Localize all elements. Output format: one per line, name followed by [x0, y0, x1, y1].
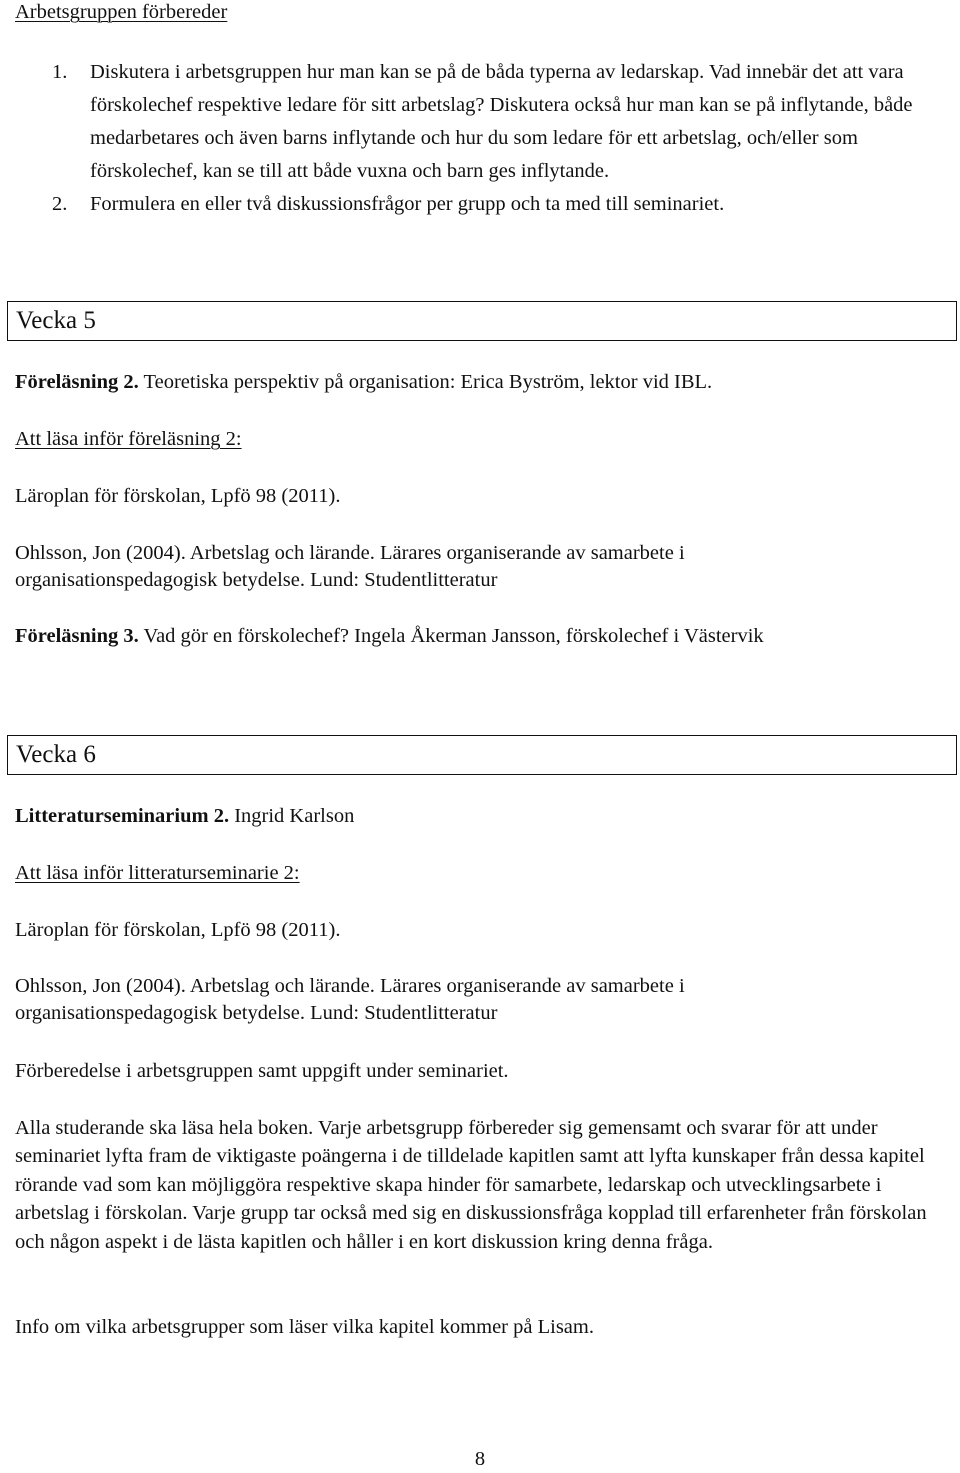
instructions-paragraph: Alla studerande ska läsa hela boken. Varje arbetsgrupp förbereder sig gemensamt och svarar för att under seminariet lyfta fram de viktigaste poängerna i de tilldelade kapitlen samt att lyfta kunskaper från dessa kapitel rörande vad som kan möjliggöra respektive skapa hinder för samarbete, ledarskap och utvecklingsarbete i arbetslag i förskolan. Varje grupp tar också med sig en diskussionsfråga kopplad till erfarenheter från förskolan och någon aspekt i de lästa kapitlen och håller i en kort diskussion kring denna fråga.	[15, 1117, 927, 1253]
list-item-number: 2.	[52, 193, 68, 215]
list-item	[52, 56, 940, 188]
seminar-line	[15, 802, 354, 830]
seminar-text: Ingrid Karlson	[229, 805, 355, 827]
lecture-2-text: Teoretiska perspektiv på organisation: Erica Byström, lektor vid IBL.	[138, 371, 713, 393]
list-item-text: Formulera en eller två diskussionsfrågor per grupp och ta med till seminariet.	[90, 193, 725, 215]
lecture-2-line	[15, 368, 712, 396]
reading-ohlsson-line2-week6: organisationspedagogisk betydelse. Lund: Studentlitteratur	[15, 1002, 498, 1024]
preparation-line: Förberedelse i arbetsgruppen samt uppgift under seminariet.	[15, 1060, 509, 1082]
lecture-3-text: Vad gör en förskolechef? Ingela Åkerman Jansson, förskolechef i Västervik	[138, 625, 764, 647]
reading-ohlsson-line1-week5: Ohlsson, Jon (2004). Arbetslag och lärande. Lärares organiserande av samarbete i	[15, 542, 685, 564]
list-item-text: Diskutera i arbetsgruppen hur man kan se på de båda typerna av ledarskap. Vad innebär det att vara förskolechef respektive ledare för sitt arbetslag? Diskutera också hur man kan se på inflytande, både medarbetares och även barns inflytande och hur du som ledare för ett arbetslag, och/eller som förskolechef, kan se till att både vuxna och barn ges inflytande.	[90, 61, 913, 182]
lecture-2-label: Föreläsning 2.	[15, 371, 139, 393]
section-title: Arbetsgruppen förbereder	[15, 1, 228, 23]
reading-ohlsson-line1-week6: Ohlsson, Jon (2004). Arbetslag och lärande. Lärares organiserande av samarbete i	[15, 975, 685, 997]
week-5-heading: Vecka 5	[7, 301, 957, 341]
reading-heading-week6: Att läsa inför litteraturseminarie 2:	[15, 862, 300, 884]
task-list	[52, 56, 940, 221]
reading-lpfo-week6: Läroplan för förskolan, Lpfö 98 (2011).	[15, 919, 341, 941]
week-6-heading: Vecka 6	[7, 735, 957, 775]
reading-lpfo-week5: Läroplan för förskolan, Lpfö 98 (2011).	[15, 485, 341, 507]
list-item-number: 1.	[52, 61, 68, 83]
info-line: Info om vilka arbetsgrupper som läser vilka kapitel kommer på Lisam.	[15, 1316, 594, 1338]
lecture-3-line	[15, 622, 764, 650]
lecture-3-label: Föreläsning 3.	[15, 625, 139, 647]
list-item	[52, 188, 940, 221]
page-number: 8	[474, 1448, 486, 1470]
seminar-label: Litteraturseminarium 2.	[15, 805, 230, 827]
reading-ohlsson-line2-week5: organisationspedagogisk betydelse. Lund: Studentlitteratur	[15, 569, 498, 591]
reading-heading-week5: Att läsa inför föreläsning 2:	[15, 428, 242, 450]
